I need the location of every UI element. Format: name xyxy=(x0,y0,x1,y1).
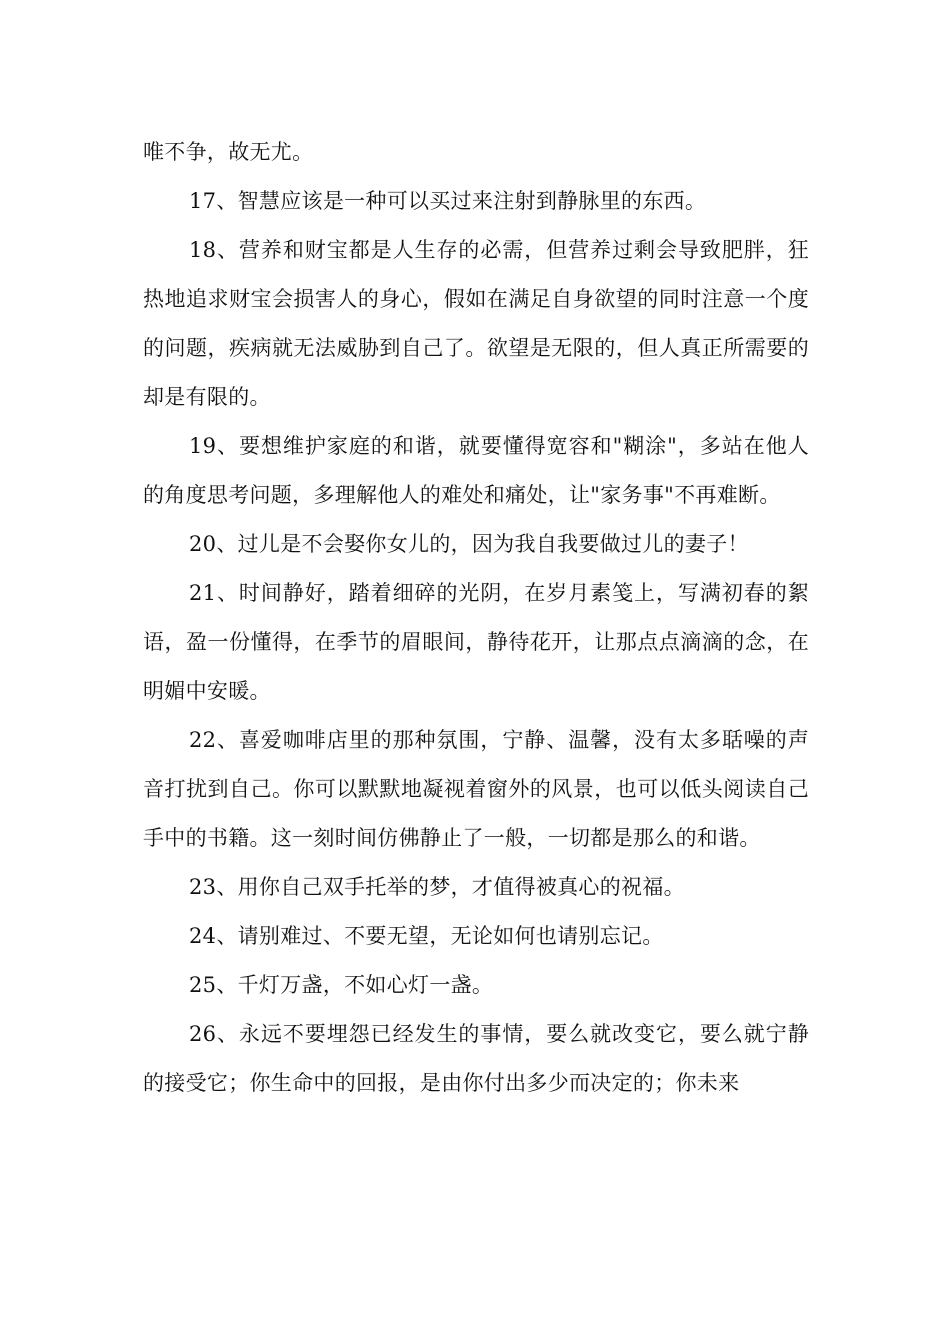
paragraph-20: 20、过儿是不会娶你女儿的，因为我自我要做过儿的妻子！ xyxy=(189,532,749,556)
paragraph-19: 19、要想维护家庭的和谐，就要懂得宽容和"糊涂"，多站在他人的角度思考问题，多理解他人的难处和痛处，让"家务事"不再难断。 xyxy=(143,434,809,507)
paragraph-18: 18、营养和财宝都是人生存的必需，但营养过剩会导致肥胖，狂热地追求财宝会损害人的身心，假如在满足自身欲望的同时注意一个度的问题，疾病就无法威胁到自己了。欲望是无限的，但人真正所需要的却是有限的。 xyxy=(143,238,809,409)
paragraph-23: 23、用你自己双手托举的梦，才值得被真心的祝福。 xyxy=(189,875,685,899)
paragraph-25: 25、千灯万盏，不如心灯一盏。 xyxy=(189,973,494,997)
paragraph-22: 22、喜爱咖啡店里的那种氛围，宁静、温馨，没有太多聒噪的声音打扰到自己。你可以默默地凝视着窗外的风景，也可以低头阅读自己手中的书籍。这一刻时间仿佛静止了一般，一切都是那么的和谐。 xyxy=(143,728,809,850)
paragraph-26: 26、永远不要埋怨已经发生的事情，要么就改变它，要么就宁静的接受它；你生命中的回报，是由你付出多少而决定的；你未来 xyxy=(143,1022,809,1095)
paragraph-21: 21、时间静好，踏着细碎的光阴，在岁月素笺上，写满初春的絮语，盈一份懂得，在季节的眉眼间，静待花开，让那点点滴滴的念，在明媚中安暖。 xyxy=(143,581,809,703)
document-body xyxy=(143,128,809,1108)
paragraph-17: 17、智慧应该是一种可以买过来注射到静脉里的东西。 xyxy=(189,189,707,213)
paragraph-24: 24、请别难过、不要无望，无论如何也请别忘记。 xyxy=(189,924,664,948)
paragraph-continuation: 唯不争，故无尤。 xyxy=(143,140,314,164)
